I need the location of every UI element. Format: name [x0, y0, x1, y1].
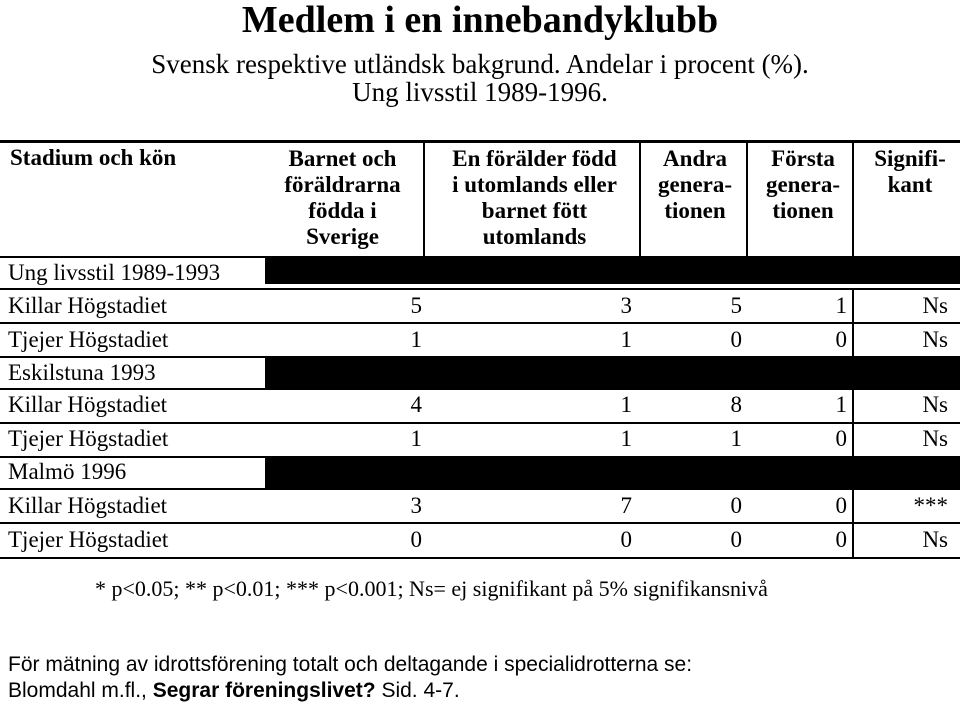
footer-reference-title: Segrar föreningslivet?	[152, 679, 376, 702]
value-forsta-generationen: 0	[835, 493, 847, 518]
group-band	[265, 458, 960, 488]
value-one-parent-abroad: 1	[620, 426, 632, 451]
header-signifikant: Signifi- kant	[874, 146, 946, 197]
value-one-parent-abroad: 0	[620, 527, 632, 552]
value-one-parent-abroad: 1	[620, 327, 632, 352]
subtitle-line-2: Ung livsstil 1989-1996.	[352, 77, 608, 107]
group-band	[265, 358, 960, 388]
value-forsta-generationen: 1	[835, 392, 847, 417]
value-signifikant: Ns	[922, 293, 948, 318]
value-andra-generationen: 8	[730, 392, 742, 417]
value-andra-generationen: 0	[730, 527, 742, 552]
value-one-parent-abroad: 1	[620, 392, 632, 417]
value-andra-generationen: 1	[730, 426, 742, 451]
footer-reference-pages: Sid. 4-7.	[375, 679, 460, 702]
value-born-in-sweden: 3	[410, 493, 422, 518]
value-signifikant: Ns	[922, 527, 948, 552]
row-label: Killar Högstadiet	[8, 392, 168, 417]
footer-reference-authors: Blomdahl m.fl.,	[8, 679, 153, 702]
subtitle-line-1: Svensk respektive utländsk bakgrund. Andelar i procent (%).	[151, 49, 809, 79]
value-born-in-sweden: 4	[410, 392, 422, 417]
header-stadium-och-kon: Stadium och kön	[10, 145, 177, 170]
value-one-parent-abroad: 7	[620, 493, 632, 518]
value-forsta-generationen: 0	[835, 527, 847, 552]
header-divider	[423, 143, 425, 256]
value-andra-generationen: 5	[730, 293, 742, 318]
footer-line-1: För mätning av idrottsförening totalt och deltagande i specialidrotterna se:	[8, 653, 693, 676]
value-signifikant: ***	[913, 493, 948, 518]
value-born-in-sweden: 0	[410, 527, 422, 552]
page-title: Medlem i en innebandyklubb	[241, 0, 719, 41]
row-rule	[0, 522, 960, 524]
value-signifikant: Ns	[922, 426, 948, 451]
value-forsta-generationen: 0	[835, 327, 847, 352]
value-one-parent-abroad: 3	[620, 293, 632, 318]
table-top-rule	[0, 140, 960, 143]
header-andra-generationen: Andra genera- tionen	[657, 146, 733, 223]
value-andra-generationen: 0	[730, 327, 742, 352]
row-label: Killar Högstadiet	[8, 493, 168, 518]
row-label: Tjejer Högstadiet	[8, 527, 169, 552]
row-rule	[0, 422, 960, 424]
row-label: Killar Högstadiet	[8, 293, 168, 318]
row-label: Tjejer Högstadiet	[8, 327, 169, 352]
significance-divider	[852, 290, 854, 558]
value-signifikant: Ns	[922, 327, 948, 352]
row-rule	[0, 488, 960, 490]
group-label: Eskilstuna 1993	[8, 360, 156, 385]
header-divider	[639, 143, 641, 256]
value-andra-generationen: 0	[730, 493, 742, 518]
value-forsta-generationen: 0	[835, 426, 847, 451]
group-band	[265, 258, 960, 284]
significance-note: * p<0.05; ** p<0.01; *** p<0.001; Ns= ej signifikant på 5% signifikansnivå	[95, 576, 768, 601]
table-bottom-rule	[0, 557, 960, 559]
header-born-in-sweden: Barnet och föräldrarna födda i Sverige	[284, 146, 401, 249]
row-rule	[0, 388, 960, 390]
value-born-in-sweden: 5	[410, 293, 422, 318]
footer-line-2	[8, 679, 460, 703]
header-one-parent-abroad: En förälder född i utomlands eller barnet fött utomlands	[452, 146, 617, 249]
header-divider	[746, 143, 748, 256]
page-subtitle	[0, 50, 960, 106]
value-born-in-sweden: 1	[410, 327, 422, 352]
value-born-in-sweden: 1	[410, 426, 422, 451]
row-rule	[0, 322, 960, 324]
row-rule	[0, 288, 960, 290]
row-label: Tjejer Högstadiet	[8, 426, 169, 451]
value-forsta-generationen: 1	[835, 293, 847, 318]
header-divider	[852, 143, 854, 256]
header-forsta-generationen: Första genera- tionen	[765, 146, 841, 223]
value-signifikant: Ns	[922, 392, 948, 417]
group-label: Ung livsstil 1989-1993	[8, 260, 221, 285]
group-label: Malmö 1996	[8, 459, 127, 484]
